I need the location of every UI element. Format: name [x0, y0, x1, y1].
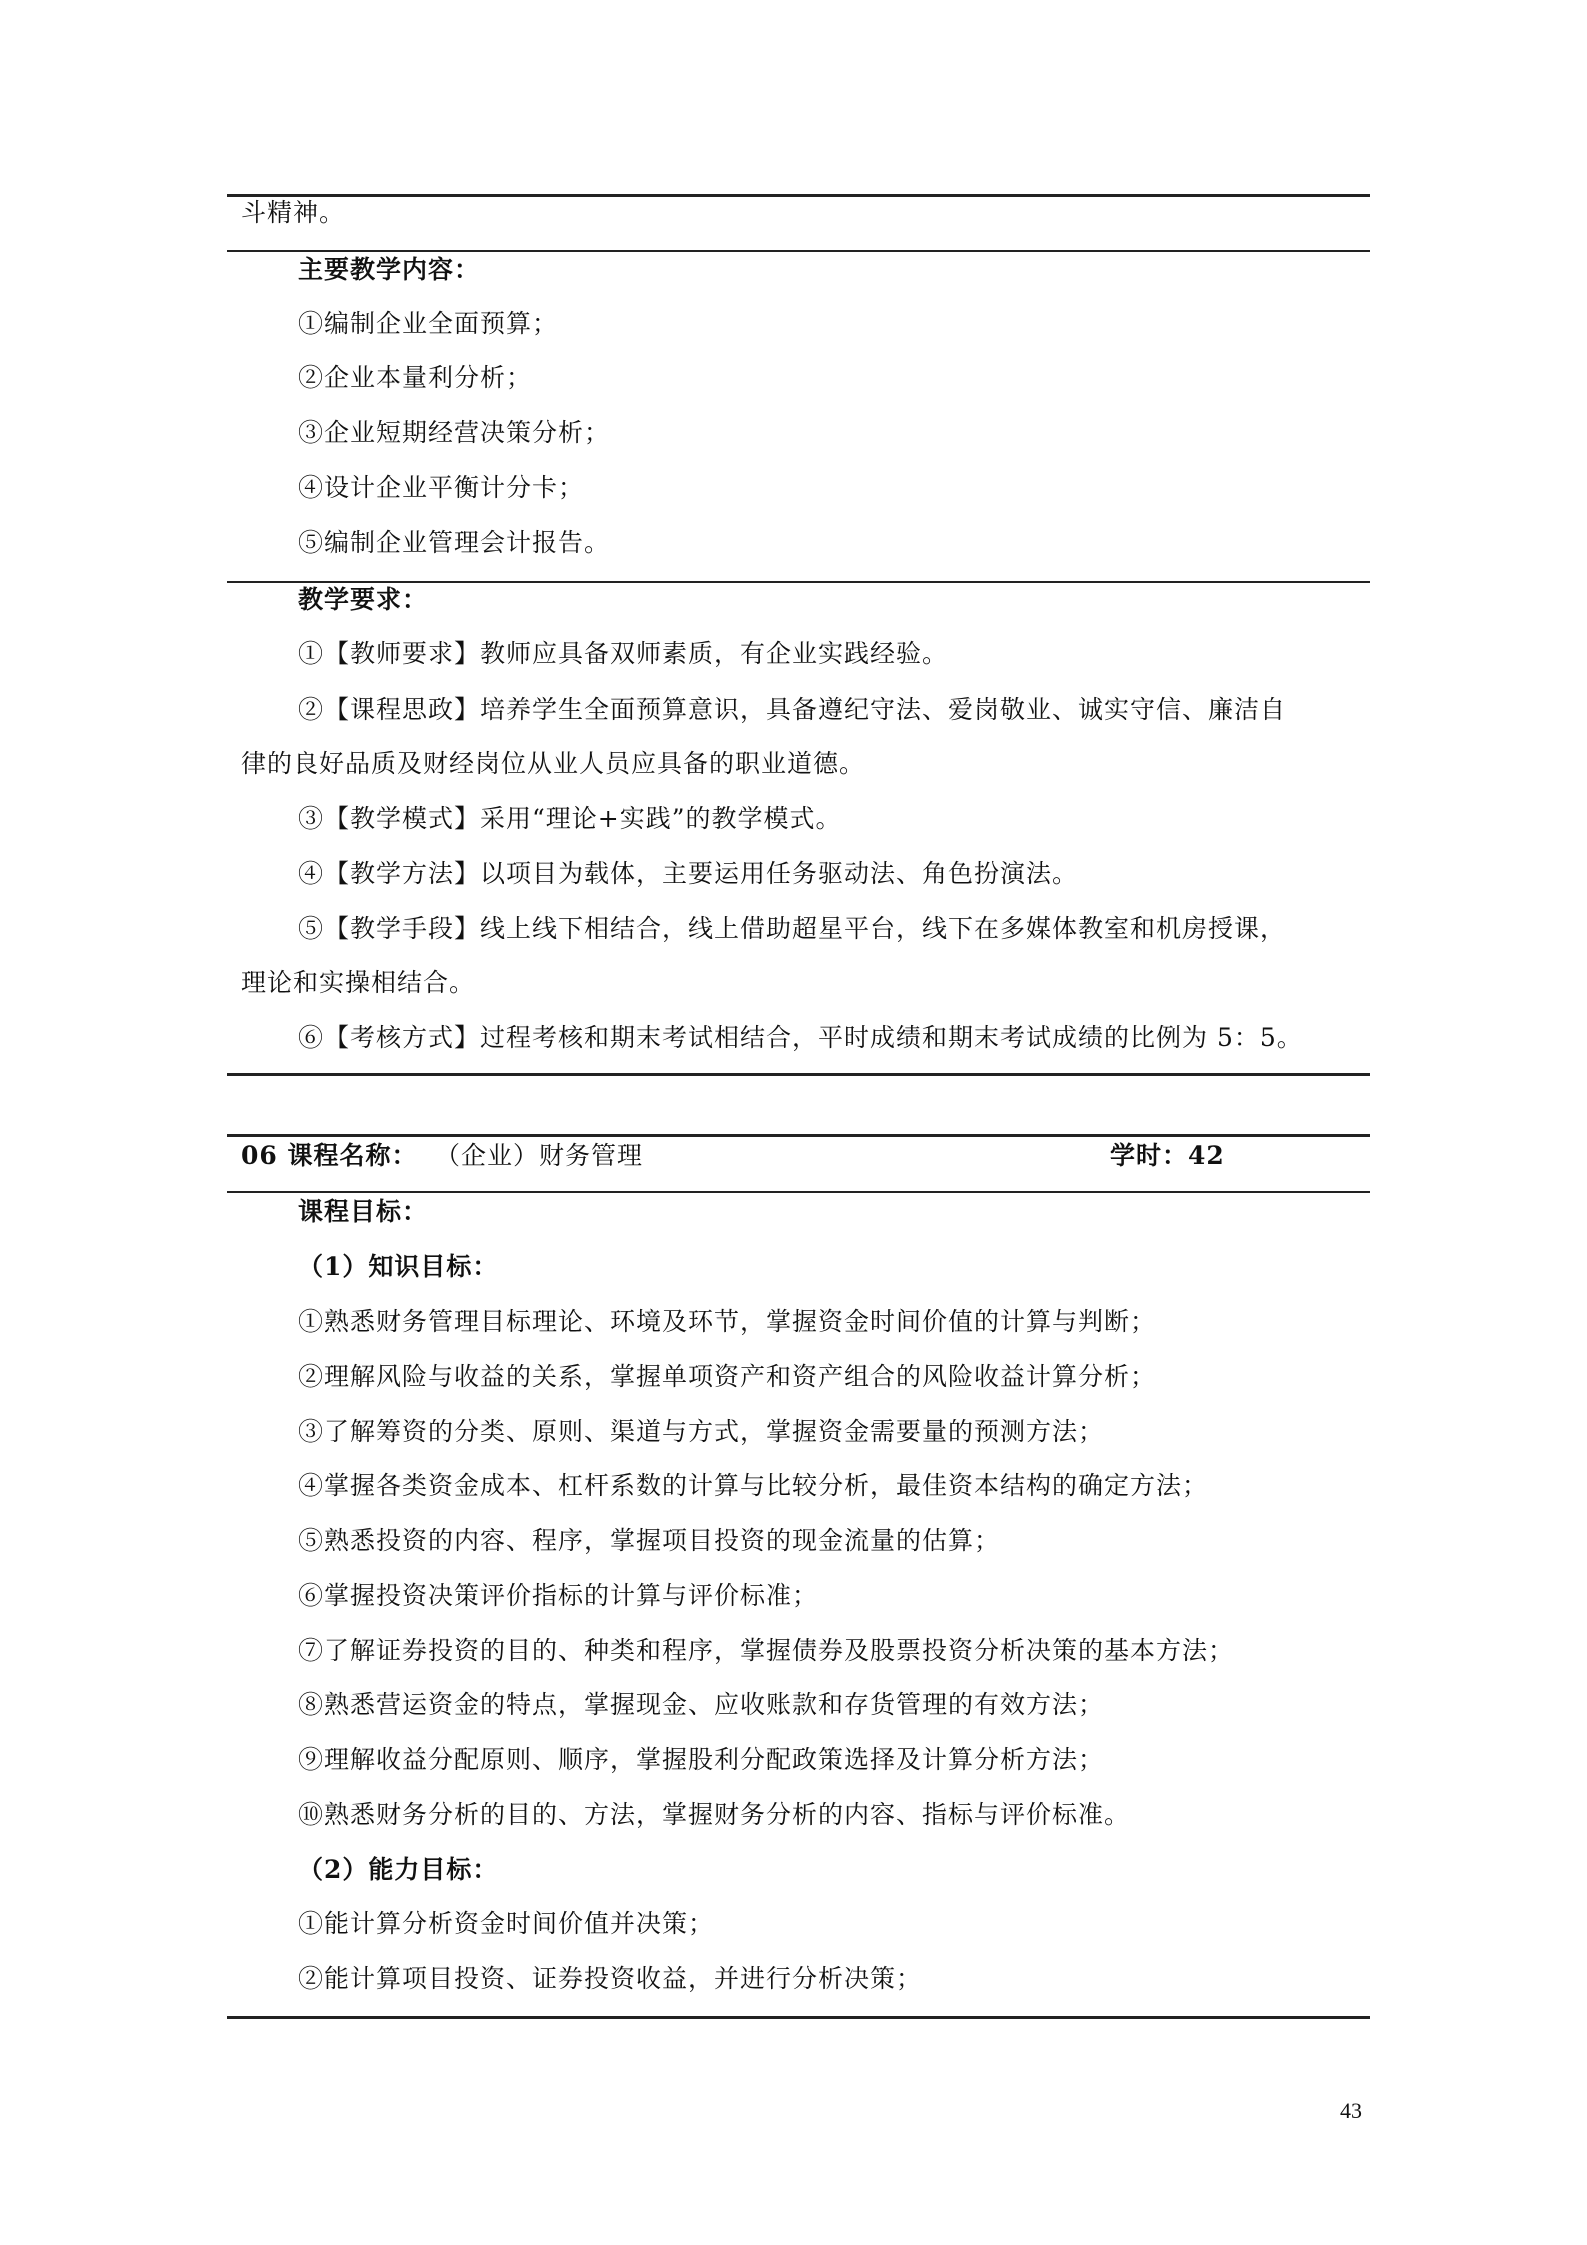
requirement-item: ①【教师要求】教师应具备双师素质，有企业实践经验。: [298, 639, 949, 668]
course-name: （企业）财务管理: [435, 1141, 644, 1170]
content-item: ④设计企业平衡计分卡；: [298, 473, 585, 502]
ability-item: ①能计算分析资金时间价值并决策；: [298, 1909, 715, 1938]
course-hours: 学时：42: [1110, 1141, 1225, 1170]
table-top-border: [227, 194, 1370, 197]
goals-heading: 课程目标：: [298, 1197, 429, 1226]
content-heading: 主要教学内容：: [298, 255, 481, 284]
requirement-item: ⑤【教学手段】线上线下相结合，线上借助超星平台，线下在多媒体教室和机房授课，: [298, 914, 1287, 943]
knowledge-item: ④掌握各类资金成本、杠杆系数的计算与比较分析，最佳资本结构的确定方法；: [298, 1471, 1209, 1500]
content-item: ③企业短期经营决策分析；: [298, 418, 611, 447]
requirement-item-cont: 律的良好品质及财经岗位从业人员应具备的职业道德。: [241, 749, 866, 778]
table-top-border: [227, 1134, 1370, 1137]
knowledge-item: ②理解风险与收益的关系，掌握单项资产和资产组合的风险收益计算分析；: [298, 1362, 1157, 1391]
requirement-item-cont: 理论和实操相结合。: [241, 968, 476, 997]
table-bottom-border: [227, 1073, 1370, 1076]
requirement-item: ②【课程思政】培养学生全面预算意识，具备遵纪守法、爱岗敬业、诚实守信、廉洁自: [298, 695, 1287, 724]
knowledge-heading: （1）知识目标：: [298, 1252, 499, 1281]
requirement-item: ④【教学方法】以项目为载体，主要运用任务驱动法、角色扮演法。: [298, 859, 1079, 888]
knowledge-item: ⑧熟悉营运资金的特点，掌握现金、应收账款和存货管理的有效方法；: [298, 1690, 1105, 1719]
ability-heading: （2）能力目标：: [298, 1855, 499, 1884]
knowledge-item: ⑤熟悉投资的内容、程序，掌握项目投资的现金流量的估算；: [298, 1526, 1001, 1555]
knowledge-item: ⑨理解收益分配原则、顺序，掌握股利分配政策选择及计算分析方法；: [298, 1745, 1105, 1774]
row-divider: [227, 1191, 1370, 1193]
requirement-item: ③【教学模式】采用“理论+实践”的教学模式。: [298, 804, 842, 833]
knowledge-item: ⑩熟悉财务分析的目的、方法，掌握财务分析的内容、指标与评价标准。: [298, 1800, 1131, 1829]
content-item: ①编制企业全面预算；: [298, 309, 559, 338]
continued-text: 斗精神。: [241, 198, 346, 227]
requirements-heading: 教学要求：: [298, 585, 429, 614]
content-item: ②企业本量利分析；: [298, 363, 533, 392]
knowledge-item: ③了解筹资的分类、原则、渠道与方式，掌握资金需要量的预测方法；: [298, 1417, 1105, 1446]
requirement-item: ⑥【考核方式】过程考核和期末考试相结合，平时成绩和期末考试成绩的比例为 5：5。: [298, 1023, 1303, 1052]
content-item: ⑤编制企业管理会计报告。: [298, 528, 611, 557]
page-number: 43: [1340, 2098, 1362, 2123]
row-divider: [227, 250, 1370, 252]
table-bottom-border: [227, 2016, 1370, 2019]
knowledge-item: ⑦了解证券投资的目的、种类和程序，掌握债券及股票投资分析决策的基本方法；: [298, 1636, 1235, 1665]
course-label: 06 课程名称：: [241, 1141, 418, 1170]
knowledge-item: ⑥掌握投资决策评价指标的计算与评价标准；: [298, 1581, 819, 1610]
ability-item: ②能计算项目投资、证券投资收益，并进行分析决策；: [298, 1964, 923, 1993]
knowledge-item: ①熟悉财务管理目标理论、环境及环节，掌握资金时间价值的计算与判断；: [298, 1307, 1157, 1336]
